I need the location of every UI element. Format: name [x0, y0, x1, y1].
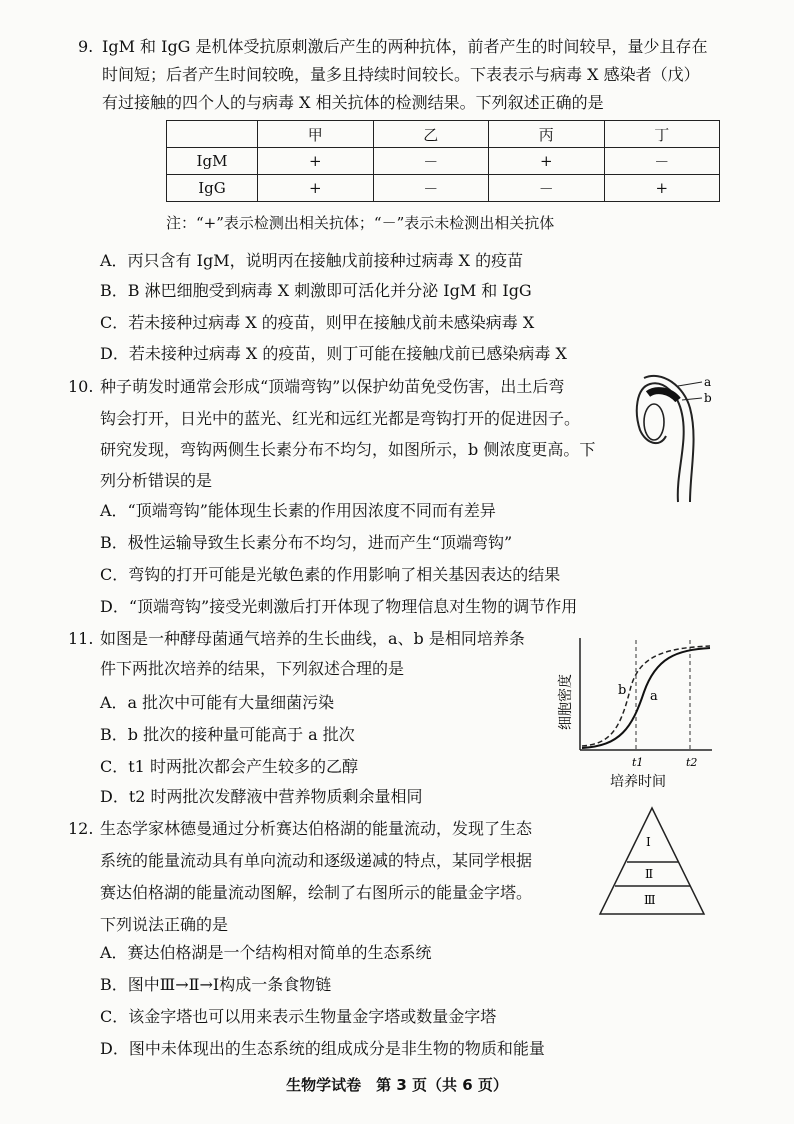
table-header-cell: 丙: [489, 121, 605, 148]
antibody-table: [166, 120, 720, 202]
auxin-high-region: [648, 391, 678, 400]
table-header-cell: [167, 121, 258, 148]
series-b-line: [582, 646, 710, 746]
seedling-stem-outer: [637, 383, 684, 502]
table-cell: －: [373, 175, 489, 202]
question-number: 11.: [68, 629, 94, 648]
table-cell: IgM: [167, 148, 258, 175]
pyramid-level-1: Ⅰ: [646, 835, 651, 849]
question-number: 9.: [78, 37, 94, 56]
pyramid-level-3: Ⅲ: [644, 893, 656, 907]
x-tick-t1: t1: [632, 756, 644, 769]
table-cell: －: [373, 148, 489, 175]
question-text-line: IgM 和 IgG 是机体受抗原刺激后产生的两种抗体，前者产生的时间较早，量少且存在: [102, 37, 708, 56]
table-cell: +: [258, 148, 374, 175]
option-c: C．弯钩的打开可能是光敏色素的作用影响了相关基因表达的结果: [100, 565, 561, 584]
question-text-line: 有过接触的四个人的与病毒 X 相关抗体的检测结果。下列叙述正确的是: [102, 93, 604, 112]
table-cell: IgG: [167, 175, 258, 202]
table-cell: －: [489, 175, 605, 202]
option-a: A．丙只含有 IgM，说明丙在接触戊前接种过病毒 X 的疫苗: [100, 251, 524, 270]
table-header-cell: 甲: [258, 121, 374, 148]
table-cell: +: [489, 148, 605, 175]
figure-label-b: b: [704, 391, 712, 405]
option-d: D．t2 时两批次发酵液中营养物质剩余量相同: [100, 787, 423, 806]
x-axis-label: 培养时间: [610, 774, 666, 790]
option-a: A．“顶端弯钩”能体现生长素的作用因浓度不同而有差异: [100, 501, 496, 520]
figure-label-a: a: [704, 375, 712, 389]
option-a: A．赛达伯格湖是一个结构相对简单的生态系统: [100, 943, 432, 962]
question-number: 12.: [68, 819, 94, 838]
label-line-b: [682, 398, 702, 400]
energy-pyramid-figure: [594, 806, 714, 918]
table-row: [167, 175, 720, 202]
question-text-line: 件下两批次培养的结果，下列叙述合理的是: [100, 659, 405, 678]
option-d: D．若未接种过病毒 X 的疫苗，则丁可能在接触戊前已感染病毒 X: [100, 344, 567, 363]
option-b: B．图中Ⅲ→Ⅱ→Ⅰ构成一条食物链: [100, 975, 332, 994]
label-line-a: [678, 382, 702, 386]
option-d: D．“顶端弯钩”接受光刺激后打开体现了物理信息对生物的调节作用: [100, 597, 578, 616]
table-row: [167, 148, 720, 175]
growth-curve-chart: [550, 630, 730, 790]
option-b: B．B 淋巴细胞受到病毒 X 刺激即可活化并分泌 IgM 和 IgG: [100, 281, 532, 300]
option-d: D．图中未体现出的生态系统的组成成分是非生物的物质和能量: [100, 1039, 545, 1058]
option-b: B．极性运输导致生长素分布不均匀，进而产生“顶端弯钩”: [100, 533, 513, 552]
question-text-line: 下列说法正确的是: [100, 915, 229, 934]
question-text-line: 如图是一种酵母菌通气培养的生长曲线，a、b 是相同培养条: [100, 629, 525, 648]
question-text-line: 生态学家林德曼通过分析赛达伯格湖的能量流动，发现了生态: [100, 819, 533, 838]
table-cell: +: [604, 175, 720, 202]
series-b-label: b: [618, 683, 627, 698]
table-header-cell: 丁: [604, 121, 720, 148]
x-tick-t2: t2: [686, 756, 698, 769]
table-note: 注：“+”表示检测出相关抗体；“－”表示未检测出相关抗体: [166, 214, 555, 232]
question-text-line: 列分析错误的是: [100, 471, 213, 490]
question-text-line: 钩会打开，日光中的蓝光、红光和远红光都是弯钩打开的促进因子。: [100, 409, 581, 428]
page-footer: 生物学试卷 第 3 页（共 6 页）: [286, 1076, 508, 1094]
question-text-line: 研究发现，弯钩两侧生长素分布不均匀，如图所示，b 侧浓度更高。下: [100, 440, 596, 459]
option-c: C．若未接种过病毒 X 的疫苗，则甲在接触戊前未感染病毒 X: [100, 313, 535, 332]
option-b: B．b 批次的接种量可能高于 a 批次: [100, 725, 355, 744]
series-a-label: a: [650, 689, 658, 704]
pyramid-level-2: Ⅱ: [645, 867, 654, 881]
question-text-line: 时间短；后者产生时间较晚，量多且持续时间较长。下表表示与病毒 X 感染者（戊）: [102, 65, 700, 84]
question-text-line: 赛达伯格湖的能量流动图解，绘制了右图所示的能量金字塔。: [100, 883, 533, 902]
y-axis-label: 细胞密度: [558, 674, 574, 730]
option-a: A．a 批次中可能有大量细菌污染: [100, 693, 335, 712]
option-c: C．t1 时两批次都会产生较多的乙醇: [100, 757, 358, 776]
table-cell: －: [604, 148, 720, 175]
table-header-row: [167, 121, 720, 148]
table-header-cell: 乙: [373, 121, 489, 148]
question-text-line: 系统的能量流动具有单向流动和逐级递减的特点，某同学根据: [100, 851, 533, 870]
question-text-line: 种子萌发时通常会形成“顶端弯钩”以保护幼苗免受伤害，出土后弯: [100, 377, 565, 396]
question-number: 10.: [68, 377, 94, 396]
option-c: C．该金字塔也可以用来表示生物量金字塔或数量金字塔: [100, 1007, 497, 1026]
seedling-hook-figure: [626, 372, 722, 504]
table-cell: +: [258, 175, 374, 202]
cotyledon: [644, 404, 664, 440]
